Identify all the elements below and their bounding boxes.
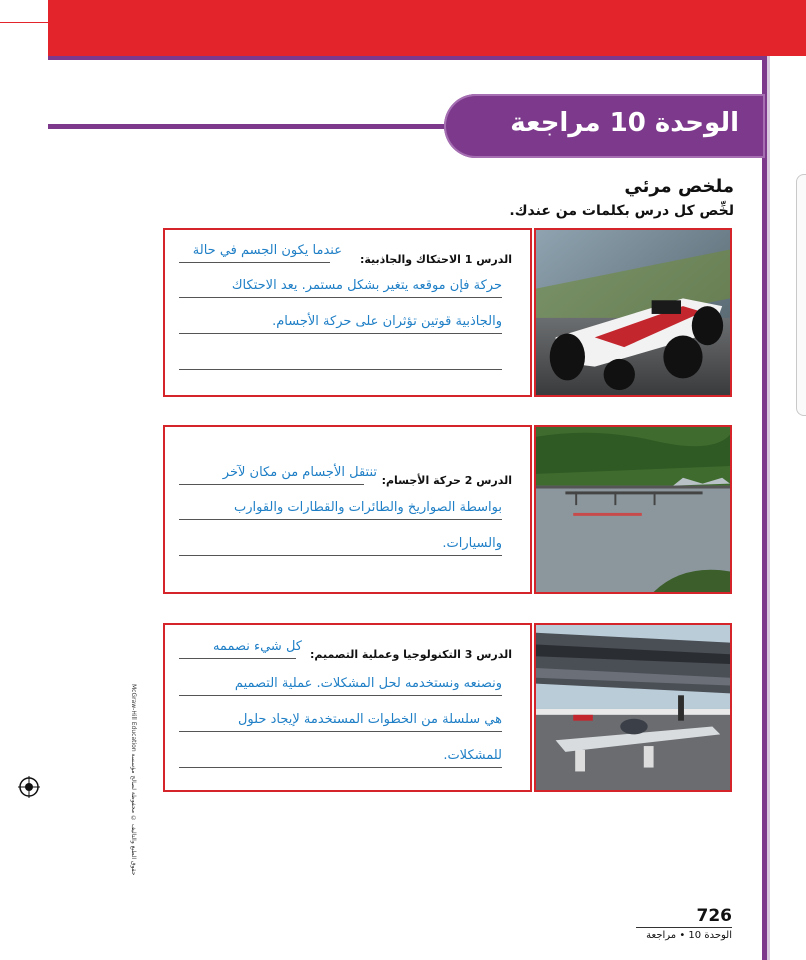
lesson-2-label: الدرس 2 حركة الأجسام: bbox=[381, 474, 512, 487]
lesson-2-rule-2 bbox=[179, 519, 502, 520]
footer-rule bbox=[636, 927, 732, 928]
top-red-rule bbox=[0, 22, 48, 23]
unit-title: الوحدة 10 مراجعة bbox=[510, 108, 739, 138]
lesson-1-rule-1 bbox=[179, 262, 330, 263]
lesson-2-rule-1 bbox=[179, 484, 364, 485]
footer-unit-label: الوحدة 10 • مراجعة bbox=[646, 930, 732, 941]
lesson-3-rule-3 bbox=[179, 731, 502, 732]
lesson-1-rule-3 bbox=[179, 333, 502, 334]
section-title: ملخص مرئي bbox=[624, 176, 734, 197]
lesson-1-rule-2 bbox=[179, 297, 502, 298]
side-page-tab bbox=[796, 174, 806, 416]
top-red-band bbox=[48, 0, 806, 56]
lesson-1-box bbox=[163, 228, 532, 397]
lesson-3-line-3[interactable]: هي سلسلة من الخطوات المستخدمة لإيجاد حلول bbox=[237, 712, 502, 727]
lesson-3-line-1[interactable]: كل شيء نصممه bbox=[212, 639, 302, 654]
section-instruction: لخِّص كل درس بكلمات من عندك. bbox=[509, 203, 734, 219]
publisher-credit: McGraw-Hill Education حقوق الطبع والتأليف © محفوظة لصالح مؤسسة bbox=[130, 684, 137, 876]
river-bridge-photo bbox=[534, 425, 732, 594]
lesson-2-line-3[interactable]: والسيارات. bbox=[442, 536, 502, 551]
lesson-2-rule-3 bbox=[179, 555, 502, 556]
lesson-3-line-4[interactable]: للمشكلات. bbox=[443, 748, 502, 763]
lesson-1-line-3[interactable]: والجاذبية قوتين تؤثران على حركة الأجسام. bbox=[272, 314, 502, 329]
page-frame-shadow bbox=[767, 56, 770, 960]
lesson-1-label: الدرس 1 الاحتكاك والجاذبية: bbox=[359, 253, 512, 266]
lesson-3-rule-2 bbox=[179, 695, 502, 696]
lesson-2-line-2[interactable]: بواسطة الصواريخ والطائرات والقطارات والقوارب bbox=[233, 500, 502, 515]
lesson-2-line-1[interactable]: تنتقل الأجسام من مكان لآخر bbox=[222, 465, 377, 480]
lesson-3-box bbox=[163, 623, 532, 792]
solar-car-photo bbox=[534, 623, 732, 792]
page-number: 726 bbox=[696, 906, 732, 926]
unit-header-tab bbox=[444, 94, 765, 158]
header-rule bbox=[48, 124, 448, 129]
race-car-photo bbox=[534, 228, 732, 397]
lesson-1-line-2[interactable]: حركة فإن موقعه يتغير بشكل مستمر. يعد الاحتكاك bbox=[231, 278, 502, 293]
page-frame-right bbox=[762, 56, 767, 960]
lesson-3-rule-4 bbox=[179, 767, 502, 768]
lesson-3-line-2[interactable]: ونصنعه ونستخدمه لحل المشكلات. عملية التصميم bbox=[234, 676, 502, 691]
lesson-1-rule-4 bbox=[179, 369, 502, 370]
lesson-1-line-1[interactable]: عندما يكون الجسم في حالة bbox=[192, 243, 342, 258]
page-frame-top bbox=[48, 56, 764, 60]
lesson-2-box bbox=[163, 425, 532, 594]
registration-mark-icon bbox=[18, 776, 40, 798]
lesson-3-rule-1 bbox=[179, 658, 296, 659]
lesson-3-label: الدرس 3 التكنولوجيا وعملية التصميم: bbox=[309, 648, 512, 661]
